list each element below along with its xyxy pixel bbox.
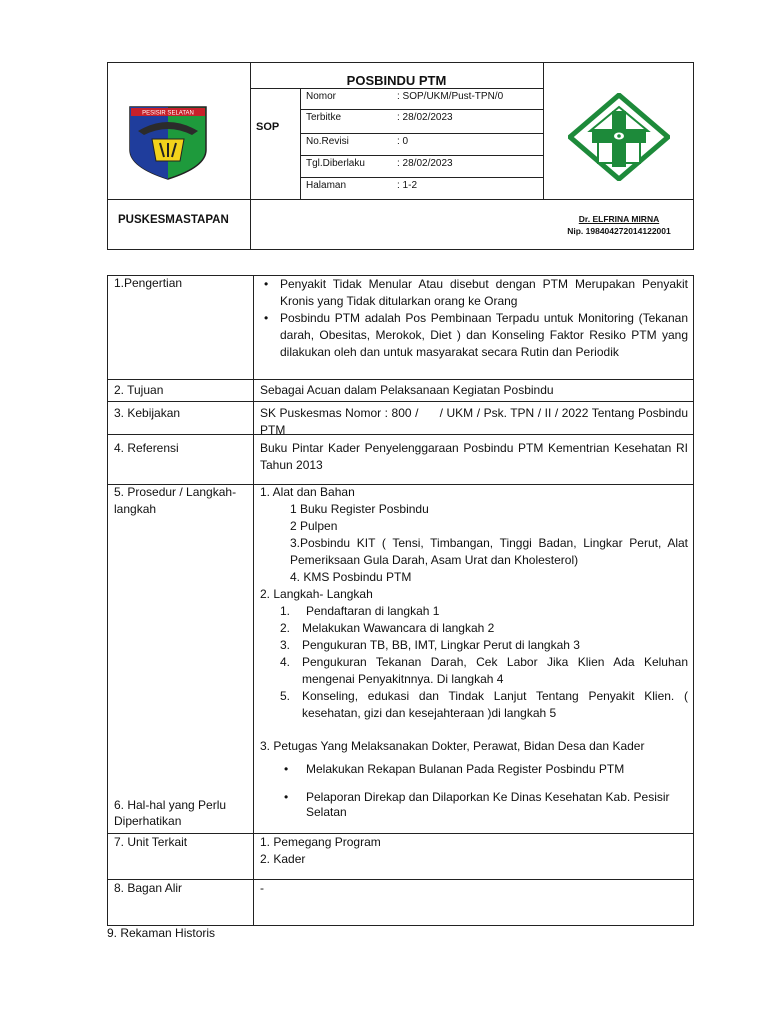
referensi-label: 4. Referensi bbox=[114, 441, 179, 455]
pesisir-selatan-logo bbox=[128, 105, 208, 180]
svg-text:PESISIR SELATAN: PESISIR SELATAN bbox=[142, 110, 194, 117]
hal-hal-label-line: 6. Hal-hal yang Perlu bbox=[114, 798, 227, 812]
list-number: 5. bbox=[280, 689, 291, 703]
puskesmas-logo bbox=[568, 93, 670, 181]
list-number: 4. bbox=[280, 655, 291, 669]
list-text: Melakukan Wawancara di langkah 2 bbox=[302, 621, 495, 635]
list-item: • Penyakit Tidak Menular Atau disebut dengan PTM Merupakan Penyakit Kronis yang Tidak ditularkan orang ke Orang bbox=[260, 276, 688, 310]
langkah-list bbox=[260, 603, 688, 722]
referensi-content: Buku Pintar Kader Penyelenggaraan Posbindu PTM Kementrian Kesehatan RI Tahun 2013 bbox=[260, 441, 688, 472]
hal-hal-label bbox=[114, 797, 226, 829]
prosedur-label-line: langkah bbox=[114, 502, 157, 516]
list-item: 2. Kader bbox=[260, 852, 306, 866]
pengertian-content bbox=[260, 276, 688, 361]
list-item bbox=[260, 603, 688, 620]
meta-key: Nomor bbox=[306, 91, 337, 102]
pengertian-label: 1.Pengertian bbox=[114, 276, 183, 290]
bullet-icon: • bbox=[284, 762, 289, 776]
list-item bbox=[260, 761, 688, 778]
tujuan-label: 2. Tujuan bbox=[114, 383, 164, 397]
header-table bbox=[107, 62, 694, 250]
list-item: 2 Pulpen bbox=[290, 519, 338, 533]
list-item: • Posbindu PTM adalah Pos Pembinaan Terpadu untuk Monitoring (Tekanan darah, Obesitas, Merokok, Diet ) dan Konseling Faktor Resiko PTM yang dilakukan oleh dan untuk masyarakat secara Rutin dan Periodik bbox=[260, 310, 688, 361]
list-number: 1. bbox=[280, 604, 291, 618]
list-item: 4. KMS Posbindu PTM bbox=[290, 570, 412, 584]
list-item bbox=[260, 790, 688, 820]
document-title: POSBINDU PTM bbox=[346, 73, 447, 88]
list-text: Pelaporan Direkap dan Dilaporkan Ke Dinas Kesehatan Kab. Pesisir Selatan bbox=[306, 790, 670, 819]
meta-key: Halaman bbox=[306, 180, 347, 191]
institution-name: PUSKESMASTAPAN bbox=[118, 214, 229, 226]
unit-terkait-label: 7. Unit Terkait bbox=[114, 835, 188, 849]
langkah-heading: 2. Langkah- Langkah bbox=[260, 587, 373, 601]
bagan-alir-label: 8. Bagan Alir bbox=[114, 881, 183, 895]
meta-value: : SOP/UKM/Pust-TPN/0 bbox=[397, 91, 504, 102]
list-item: 1 Buku Register Posbindu bbox=[290, 502, 429, 516]
kebijakan-content: SK Puskesmas Nomor : 800 / / UKM / Psk. TPN / II / 2022 Tentang Posbindu PTM bbox=[260, 406, 692, 437]
prosedur-label-line: 5. Prosedur / Langkah- bbox=[114, 485, 237, 499]
tujuan-content: Sebagai Acuan dalam Pelaksanaan Kegiatan Posbindu bbox=[260, 383, 554, 397]
list-item bbox=[260, 620, 688, 637]
list-item bbox=[260, 688, 688, 722]
list-text: Pengukuran TB, BB, IMT, Lingkar Perut di langkah 3 bbox=[302, 638, 580, 652]
hal-hal-label-line: Diperhatikan bbox=[114, 814, 182, 828]
meta-row bbox=[300, 88, 543, 109]
meta-value: : 1-2 bbox=[397, 180, 418, 191]
list-item: 3.Posbindu KIT ( Tensi, Timbangan, Tinggi Badan, Lingkar Perut, Alat Pemeriksaan Gula Darah, Asam Urat dan Kholesterol) bbox=[290, 536, 688, 567]
sop-content-table bbox=[107, 275, 694, 926]
meta-value: : 0 bbox=[397, 136, 409, 147]
signer-name: Dr. ELFRINA MIRNA bbox=[578, 214, 660, 224]
meta-row bbox=[300, 133, 543, 154]
list-item: 1. Pemegang Program bbox=[260, 835, 381, 849]
prosedur-label bbox=[114, 484, 236, 518]
meta-value: : 28/02/2023 bbox=[397, 158, 453, 169]
petugas-text: 3. Petugas Yang Melaksanakan Dokter, Perawat, Bidan Desa dan Kader bbox=[260, 739, 645, 753]
list-item bbox=[260, 637, 688, 654]
meta-key: Terbitke bbox=[306, 112, 342, 123]
list-text: Melakukan Rekapan Bulanan Pada Register Posbindu PTM bbox=[306, 762, 625, 776]
kebijakan-label: 3. Kebijakan bbox=[114, 406, 181, 420]
prosedur-content bbox=[260, 484, 688, 820]
rekaman-historis-label: 9. Rekaman Historis bbox=[107, 926, 216, 940]
bagan-alir-content: - bbox=[260, 881, 264, 895]
alat-list bbox=[260, 501, 688, 586]
signer-nip: Nip. 198404272014122001 bbox=[567, 226, 671, 236]
bullet-icon: • bbox=[284, 790, 289, 804]
meta-row bbox=[300, 177, 543, 198]
list-text: Pengukuran Tekanan Darah, Cek Labor Jika Klien Ada Keluhan mengenai Penyakitnnya. Di langkah 4 bbox=[302, 655, 688, 686]
meta-row bbox=[300, 155, 543, 176]
meta-key: No.Revisi bbox=[306, 136, 349, 147]
meta-key: Tgl.Diberlaku bbox=[306, 158, 365, 169]
meta-value: : 28/02/2023 bbox=[397, 112, 453, 123]
list-text: Konseling, edukasi dan Tindak Lanjut Tentang Penyakit Klien. ( kesehatan, gizi dan kesejahteraan )di langkah 5 bbox=[302, 689, 688, 720]
list-number: 2. bbox=[280, 621, 291, 635]
sop-label: SOP bbox=[256, 121, 280, 133]
list-item bbox=[260, 654, 688, 688]
meta-row bbox=[300, 109, 543, 130]
list-number: 3. bbox=[280, 638, 291, 652]
unit-terkait-content bbox=[260, 834, 688, 868]
alat-heading: 1. Alat dan Bahan bbox=[260, 485, 355, 499]
list-text: Pendaftaran di langkah 1 bbox=[306, 604, 440, 618]
